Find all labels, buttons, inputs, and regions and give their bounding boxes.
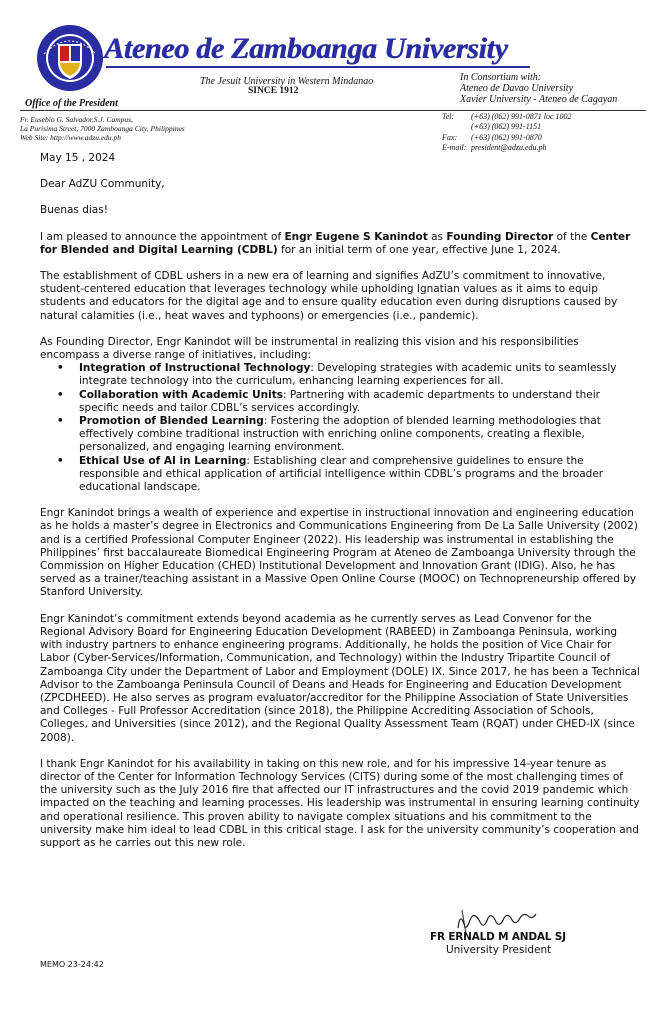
closing-paragraph: I thank Engr Kanindot for his availability in taking on this new role, and for his impressive 14-year tenure as director of the Center for Information Technology Services (CITS) during some of the most challenging times of the university such as the July 2016 fire that affected our IT infrastructures and the covid 2019 pandemic which impacted on the teaching and learning processes. His leadership was instrumental in ensuring learning continuity and operational resilience. This proven ability to navigate complex situations and his commitment to the university make him ideal to lead CDBL in this critical stage. I ask for the university community’s cooperation and support as he carries out this new role.: [40, 757, 640, 849]
list-item-text: : Partnering with academic departments to understand their specific needs and tailor CDBL’s services accordingly.: [79, 388, 600, 414]
list-item-title: Integration of Instructional Technology: [79, 362, 311, 375]
list-item-title: Collaboration with Academic Units: [79, 388, 283, 401]
appointee-name: Engr Eugene S Kanindot: [284, 230, 428, 243]
text-run: for an initial term of one year, effective June 1, 2024.: [277, 243, 561, 256]
text-run: I am pleased to announce the appointment of: [40, 230, 285, 243]
university-name: Ateneo de Zamboanga University: [104, 32, 508, 65]
appointment-paragraph: [40, 231, 640, 257]
memo-number: MEMO 23-24:42: [40, 960, 104, 969]
cdbl-paragraph: The establishment of CDBL ushers in a new era of learning and signifies AdZU’s commitment to innovative, student-centered education that leverages technology while upholding Ignatian values as it aims to equip students and educators for the digital age and to ensure quality education even during disruptions caused by natural calamities (i.e., heat waves and typhoons) or emergencies (i.e., pandemic).: [40, 270, 618, 322]
letter-body: [40, 152, 640, 850]
founding-year: SINCE 1912: [248, 86, 299, 96]
list-item-text: : Developing strategies with academic units to seamlessly integrate technology into the curriculum, enhancing learning experiences for all.: [79, 362, 617, 388]
signer-title: University President: [446, 944, 552, 956]
list-item-title: Promotion of Blended Learning: [79, 415, 264, 428]
consortium-line: Xavier University - Ateneo de Cagayan: [460, 94, 618, 105]
divider: [20, 110, 646, 111]
address-line: Fr. Eusebio G. Salvador,S.J. Campus,: [20, 115, 133, 124]
address-block: [20, 115, 185, 142]
letter-date: May 15 , 2024: [40, 152, 116, 164]
list-item: [79, 415, 640, 455]
contact-label: Fax:: [442, 132, 458, 142]
commitment-paragraph: Engr Kanindot’s commitment extends beyond academia as he currently serves as Lead Convenor for the Regional Advisory Board for Engineering Education Development (RABEED) in Zamboanga Peninsula, working with industry partners to enhance engineering programs. Additionally, he holds the position of Vice Chair for Labor (Cyber-Services/Information, Communication, and Technology) within the Industry Tripartite Council of Zamboanga City under the Department of Labor and Employment (DOLE) IX. Since 2017, he has been a Technical Advisor to the Zamboanga Peninsula Council of Deans and Heads for Engineering and Education Development (ZPCDHEED). He also serves as program evaluator/accreditor for the Philippine Association of State Universities and Colleges - Full Professor Accreditation (since 2018), the Philippine Accrediting Association of Schools, Colleges, and Universities (since 2012), and the Regional Quality Assessment Team (RQAT) under CHED-IX (since 2008).: [40, 612, 640, 744]
list-item-text: : Fostering the adoption of blended learning methodologies that effectively combine traditional instruction with enriching online components, creating a flexible, personalized, and engaging learning environment.: [79, 415, 601, 454]
experience-paragraph: Engr Kanindot brings a wealth of experience and expertise in instructional innovation and engineering education as he holds a master’s degree in Electronics and Communications Engineering from De La Salle University (2002) and is a certified Professional Computer Engineer (2022). His leadership was instrumental in establishing the Philippines’ first baccalaureate Biomedical Engineering Program at Ateneo de Zamboanga University through the Commission on Higher Education (CHED) Institutional Development and Innovation Grant (IDIG). Also, he has served as a trainer/teaching assistant in a Massive Open Online Course (MOOC) on Technopreneurship offered by Stanford University.: [40, 507, 638, 599]
office-label: Office of the President: [25, 98, 118, 109]
contact-label: Tel:: [442, 112, 455, 121]
text-run: of the: [553, 230, 591, 243]
contact-label: E-mail:: [442, 143, 467, 153]
contact-value: (+63) (062) 991-1151: [471, 122, 542, 132]
university-seal-icon: [36, 24, 104, 92]
center-name: Center for Blended and Digital Learning (CDBL): [40, 230, 631, 256]
list-item-text: : Establishing clear and comprehensive guidelines to ensure the responsible and ethical application of artificial intelligence within CDBL’s programs and the broader educational landscape.: [79, 454, 604, 494]
header-rule: [106, 66, 530, 68]
consortium-block: [460, 72, 617, 105]
list-item: [79, 362, 640, 388]
list-item-title: Ethical Use of AI in Learning: [79, 454, 247, 467]
responsibilities-list: [40, 362, 640, 494]
consortium-line: Ateneo de Davao University: [460, 83, 574, 94]
salutation: Dear AdZU Community,: [40, 178, 165, 191]
appointee-role: Founding Director: [446, 230, 554, 243]
signer-name: FR ERNALD M ANDAL SJ: [430, 931, 566, 943]
address-line: La Purisima Street, 7000 Zamboanga City, Philippines: [20, 124, 185, 133]
contact-email: president@adzu.edu.ph: [471, 143, 547, 153]
greeting: Buenas dias!: [40, 204, 108, 217]
contact-value: (+63) (062) 991-0871 loc 1002: [471, 112, 572, 121]
text-run: as: [427, 230, 447, 243]
list-item: [79, 389, 640, 415]
consortium-line: In Consortium with:: [460, 72, 542, 83]
list-item: [79, 455, 640, 495]
address-line: Web Site: http://www.adzu.edu.ph: [20, 133, 122, 142]
responsibilities-intro: As Founding Director, Engr Kanindot will be instrumental in realizing this vision and his responsibilities encompass a diverse range of initiatives, including:: [40, 335, 579, 362]
contact-value: (+63) (062) 991-0870: [471, 132, 542, 142]
university-tagline: The Jesuit University in Western Mindanao: [200, 76, 374, 87]
